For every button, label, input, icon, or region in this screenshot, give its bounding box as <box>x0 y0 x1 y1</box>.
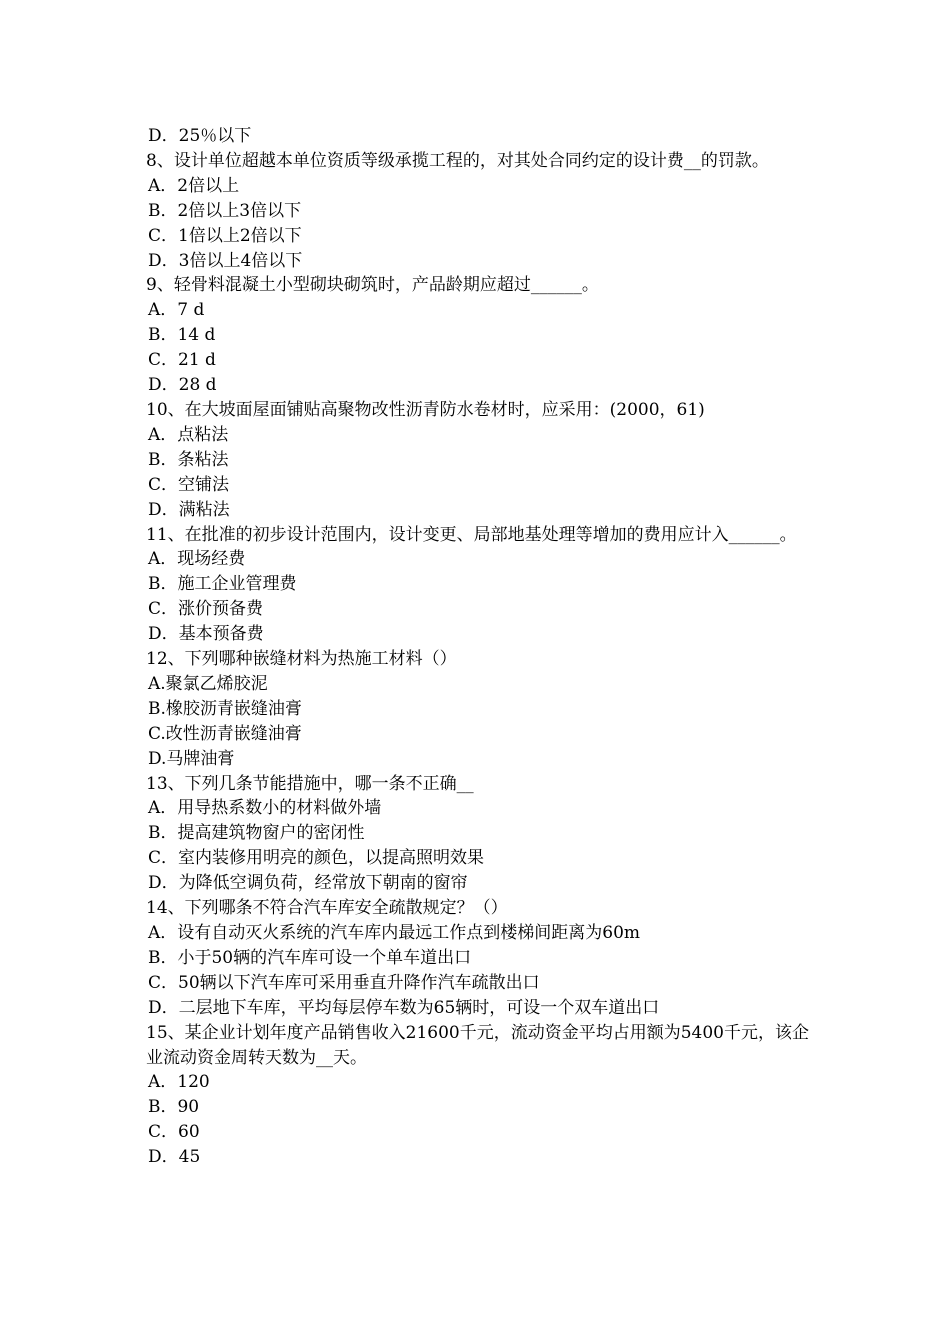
option-a-q9: A．7 d <box>148 300 205 321</box>
option-b-q8: B．2倍以上3倍以下 <box>148 200 302 221</box>
option-c-q11: C．涨价预备费 <box>148 599 264 620</box>
question-11: 11、在批准的初步设计范围内，设计变更、局部地基处理等增加的费用应计入______。 <box>146 524 797 545</box>
option-b-q15: B．90 <box>148 1097 200 1118</box>
question-list <box>146 124 816 1170</box>
option-d-q13: D．为降低空调负荷，经常放下朝南的窗帘 <box>148 873 468 894</box>
option-b-q14: B．小于50辆的汽车库可设一个单车道出口 <box>148 947 472 968</box>
option-b-q11: B．施工企业管理费 <box>148 574 297 595</box>
option-d-q10: D．满粘法 <box>148 499 230 520</box>
option-c-q12: C.改性沥青嵌缝油膏 <box>148 723 302 744</box>
question-9: 9、轻骨料混凝土小型砌块砌筑时，产品龄期应超过______。 <box>146 275 599 296</box>
option-c-q14: C．50辆以下汽车库可采用垂直升降作汽车疏散出口 <box>148 972 540 993</box>
option-c-q15: C．60 <box>148 1122 200 1143</box>
question-15: 15、某企业计划年度产品销售收入21600千元，流动资金平均占用额为5400千元，该企业流动资金周转天数为__天。 <box>146 1022 809 1068</box>
option-a-q10: A．点粘法 <box>148 424 229 445</box>
question-13: 13、下列几条节能措施中，哪一条不正确__ <box>146 773 474 794</box>
option-b-q12: B.橡胶沥青嵌缝油膏 <box>148 698 302 719</box>
option-a-q14: A．设有自动灭火系统的汽车库内最远工作点到楼梯间距离为60m <box>148 923 641 943</box>
option-d-q11: D．基本预备费 <box>148 624 264 645</box>
option-a-q11: A．现场经费 <box>148 549 246 570</box>
option-d-q9: D．28 d <box>148 375 217 396</box>
option-a-q12: A.聚氯乙烯胶泥 <box>148 673 268 694</box>
option-d-q12: D.马牌油膏 <box>148 748 235 769</box>
option-a-q15: A．120 <box>148 1072 210 1093</box>
option-b-q9: B．14 d <box>148 325 216 346</box>
question-10: 10、在大坡面屋面铺贴高聚物改性沥青防水卷材时，应采用：(2000，61) <box>146 399 705 420</box>
option-c-q8: C．1倍以上2倍以下 <box>148 225 302 246</box>
option-b-q13: B．提高建筑物窗户的密闭性 <box>148 823 365 844</box>
option-c-q9: C．21 d <box>148 350 216 371</box>
option-a-q13: A．用导热系数小的材料做外墙 <box>148 798 382 819</box>
option-c-q13: C．室内装修用明亮的颜色，以提高照明效果 <box>148 848 485 869</box>
option-c-q10: C．空铺法 <box>148 474 230 495</box>
option-d-q7: D．25％以下 <box>148 126 252 146</box>
option-d-q8: D．3倍以上4倍以下 <box>148 250 303 271</box>
question-12: 12、下列哪种嵌缝材料为热施工材料（） <box>146 649 457 670</box>
question-8: 8、设计单位超越本单位资质等级承揽工程的，对其处合同约定的设计费__的罚款。 <box>146 150 769 171</box>
option-d-q14: D．二层地下车库，平均每层停车数为65辆时，可设一个双车道出口 <box>148 997 660 1018</box>
option-d-q15: D．45 <box>148 1147 201 1168</box>
question-14: 14、下列哪条不符合汽车库安全疏散规定？（） <box>146 898 508 919</box>
option-b-q10: B．条粘法 <box>148 449 229 470</box>
option-a-q8: A．2倍以上 <box>148 175 240 196</box>
